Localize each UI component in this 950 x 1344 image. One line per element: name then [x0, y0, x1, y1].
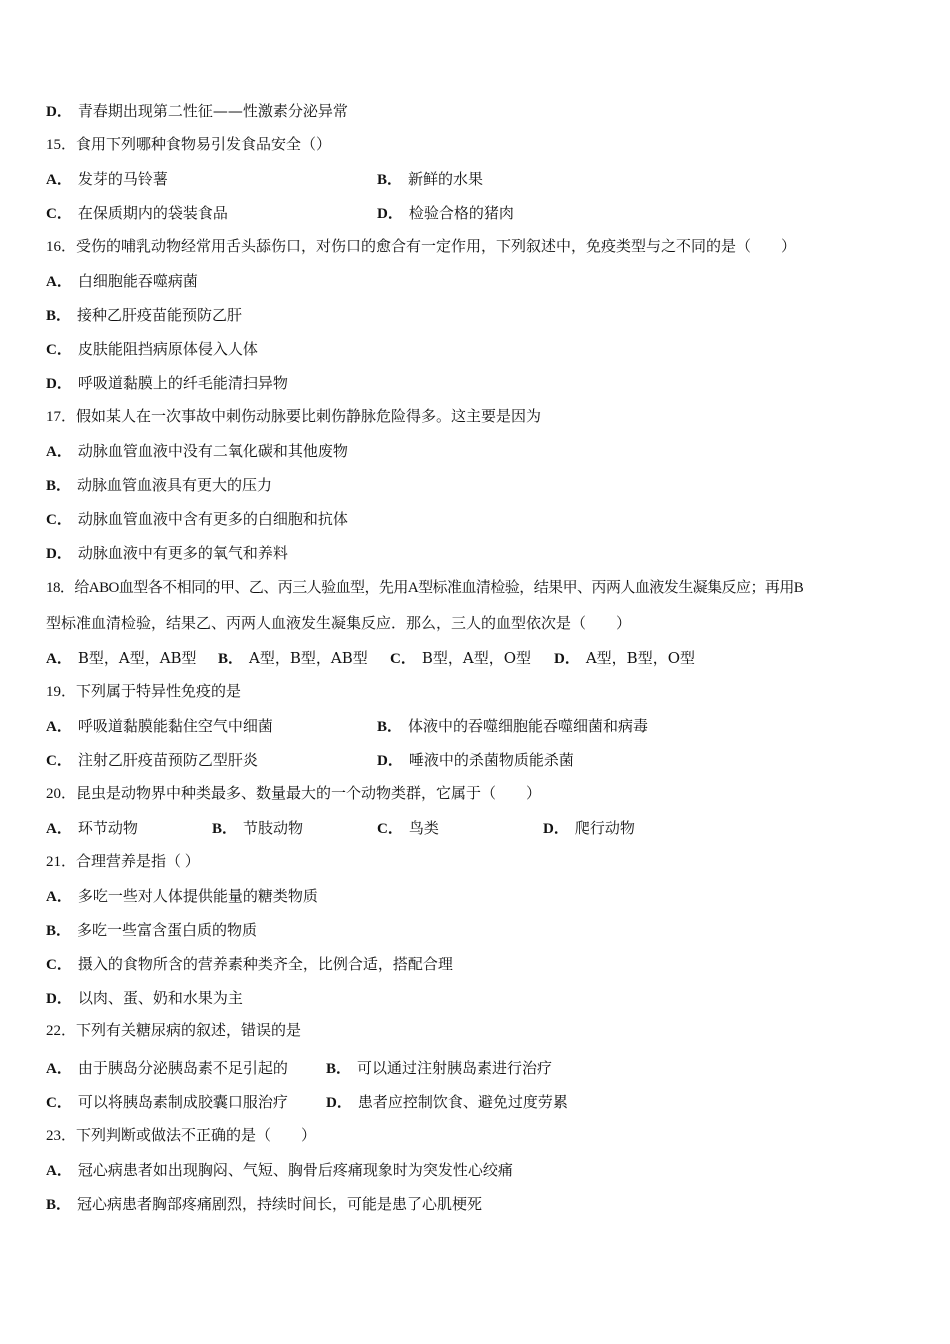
option-label: A．: [46, 719, 72, 735]
option-text: A型，B型，AB型: [249, 649, 368, 667]
option-label: C．: [46, 342, 72, 358]
option-text: 患者应控制饮食、避免过度劳累: [357, 1093, 568, 1111]
option-text: B型，A型，AB型: [77, 649, 197, 667]
q20-option-b: [212, 818, 303, 839]
option-label: B．: [46, 1197, 72, 1213]
option-text: 在保质期内的袋装食品: [77, 204, 228, 222]
option-label: A．: [46, 821, 72, 837]
q18-option-d: [554, 648, 695, 669]
option-label: D．: [554, 651, 580, 667]
q23-option-a: [46, 1160, 513, 1181]
q18-stem-line1: 18．给ABO血型各不相同的甲、乙、丙三人验血型，先用A型标准血清检验，结果甲、丙两人血液发生凝集反应；再用B: [46, 580, 804, 596]
q17-option-b: [46, 475, 272, 496]
option-text: B型，A型，O型: [421, 649, 531, 667]
option-label: C．: [46, 957, 72, 973]
option-text: 由于胰岛分泌胰岛素不足引起的: [77, 1059, 288, 1077]
option-text: 环节动物: [77, 819, 138, 837]
option-text: 动脉血管血液中没有二氧化碳和其他废物: [77, 442, 348, 460]
option-label: B．: [218, 651, 244, 667]
q19-option-c: [46, 750, 258, 771]
q22-option-b: [326, 1058, 552, 1079]
option-text: 多吃一些富含蛋白质的物质: [77, 921, 258, 939]
option-text: 可以将胰岛素制成胶囊口服治疗: [77, 1093, 288, 1111]
option-label: B．: [377, 719, 403, 735]
option-label: B．: [377, 172, 403, 188]
q18-option-b: [218, 648, 368, 669]
option-label: C．: [390, 651, 416, 667]
option-text: 摄入的食物所含的营养素种类齐全，比例合适，搭配合理: [77, 955, 453, 973]
option-text: 发芽的马铃薯: [77, 170, 168, 188]
option-text: 动脉血管血液中含有更多的白细胞和抗体: [77, 510, 348, 528]
q17-option-c: [46, 509, 348, 530]
option-label: D．: [46, 546, 72, 562]
option-text: 新鲜的水果: [408, 170, 484, 188]
q22-option-a: [46, 1058, 288, 1079]
option-label: D．: [46, 376, 72, 392]
q22-stem: 22．下列有关糖尿病的叙述，错误的是: [46, 1023, 302, 1039]
q15-option-d: [377, 203, 514, 224]
q18-option-a: [46, 648, 197, 669]
option-label: D．: [46, 104, 72, 120]
q20-option-c: [377, 818, 439, 839]
q16-option-c: [46, 339, 258, 360]
option-label: A．: [46, 172, 72, 188]
q23-option-b: [46, 1194, 482, 1215]
option-text: 冠心病患者胸部疼痛剧烈，持续时间长，可能是患了心肌梗死: [77, 1195, 483, 1213]
q16-option-a: [46, 271, 198, 292]
option-text: 接种乙肝疫苗能预防乙肝: [77, 306, 243, 324]
q16-option-b: [46, 305, 242, 326]
q18-option-c: [390, 648, 531, 669]
q18-stem-line2: 型标准血清检验，结果乙、丙两人血液发生凝集反应．那么，三人的血型依次是（ ）: [46, 616, 632, 632]
option-text: 唾液中的杀菌物质能杀菌: [408, 751, 574, 769]
option-text: 可以通过注射胰岛素进行治疗: [357, 1059, 553, 1077]
q15-option-c: [46, 203, 228, 224]
option-label: A．: [46, 889, 72, 905]
option-label: B．: [46, 923, 72, 939]
option-text: 爬行动物: [574, 819, 635, 837]
option-label: A．: [46, 444, 72, 460]
q17-option-d: [46, 543, 288, 564]
option-text: 青春期出现第二性征——性激素分泌异常: [77, 102, 348, 120]
q14-option-d: [46, 101, 348, 122]
option-label: D．: [377, 753, 403, 769]
q21-option-b: [46, 920, 257, 941]
q22-option-c: [46, 1092, 288, 1113]
q15-option-a: [46, 169, 168, 190]
option-label: B．: [212, 821, 238, 837]
option-label: C．: [46, 1095, 72, 1111]
option-label: B．: [46, 478, 72, 494]
q19-option-a: [46, 716, 273, 737]
option-text: 呼吸道黏膜上的纤毛能清扫异物: [77, 374, 288, 392]
option-text: 冠心病患者如出现胸闷、气短、胸骨后疼痛现象时为突发性心绞痛: [77, 1161, 513, 1179]
option-label: B．: [46, 308, 72, 324]
q15-option-b: [377, 169, 483, 190]
q15-stem: 15．食用下列哪种食物易引发食品安全（）: [46, 137, 332, 153]
option-text: 鸟类: [408, 819, 439, 837]
option-text: 体液中的吞噬细胞能吞噬细菌和病毒: [408, 717, 649, 735]
option-label: C．: [46, 512, 72, 528]
option-text: A型，B型，O型: [585, 649, 695, 667]
option-label: D．: [543, 821, 569, 837]
option-label: A．: [46, 274, 72, 290]
q17-option-a: [46, 441, 348, 462]
q16-stem: 16．受伤的哺乳动物经常用舌头舔伤口，对伤口的愈合有一定作用，下列叙述中，免疫类型与之不同的是（ ）: [46, 239, 797, 255]
option-label: C．: [46, 753, 72, 769]
option-text: 动脉血管血液具有更大的压力: [77, 476, 273, 494]
option-label: C．: [377, 821, 403, 837]
option-label: C．: [46, 206, 72, 222]
q17-stem: 17．假如某人在一次事故中刺伤动脉要比刺伤静脉危险得多。这主要是因为: [46, 409, 542, 425]
option-text: 以肉、蛋、奶和水果为主: [77, 989, 243, 1007]
option-label: D．: [326, 1095, 352, 1111]
q22-option-d: [326, 1092, 568, 1113]
option-label: B．: [326, 1061, 352, 1077]
option-label: A．: [46, 651, 72, 667]
option-text: 呼吸道黏膜能黏住空气中细菌: [77, 717, 273, 735]
option-text: 白细胞能吞噬病菌: [77, 272, 198, 290]
option-text: 节肢动物: [243, 819, 304, 837]
q20-stem: 20．昆虫是动物界中种类最多、数量最大的一个动物类群，它属于（ ）: [46, 786, 542, 802]
option-text: 动脉血液中有更多的氧气和养料: [77, 544, 288, 562]
q23-stem: 23．下列判断或做法不正确的是（ ）: [46, 1128, 317, 1144]
q21-stem: 21．合理营养是指（ ）: [46, 854, 200, 870]
q19-stem: 19．下列属于特异性免疫的是: [46, 684, 242, 700]
q21-option-d: [46, 988, 243, 1009]
q20-option-d: [543, 818, 635, 839]
option-label: D．: [377, 206, 403, 222]
option-label: A．: [46, 1061, 72, 1077]
option-text: 多吃一些对人体提供能量的糖类物质: [77, 887, 318, 905]
q16-option-d: [46, 373, 288, 394]
option-label: D．: [46, 991, 72, 1007]
q21-option-c: [46, 954, 453, 975]
option-text: 皮肤能阻挡病原体侵入人体: [77, 340, 258, 358]
q19-option-b: [377, 716, 648, 737]
q20-option-a: [46, 818, 138, 839]
q19-option-d: [377, 750, 574, 771]
option-text: 注射乙肝疫苗预防乙型肝炎: [77, 751, 258, 769]
q21-option-a: [46, 886, 318, 907]
option-text: 检验合格的猪肉: [408, 204, 514, 222]
option-label: A．: [46, 1163, 72, 1179]
